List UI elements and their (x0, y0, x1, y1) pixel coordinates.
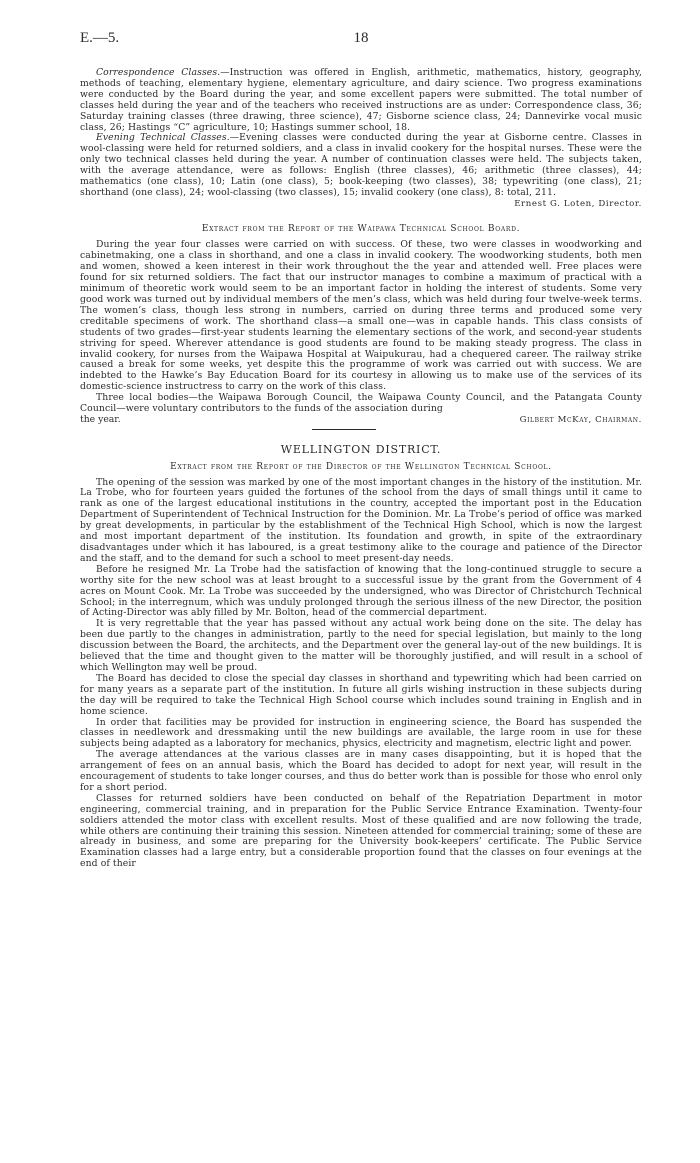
page-header (80, 30, 642, 68)
evening-classes-paragraph (80, 133, 642, 198)
waipawa-heading: Extract from the Report of the Waipawa Technical School Board. (201, 224, 521, 235)
evening-classes-text: —Evening classes were conducted during the year at Gisborne centre. Classes in wool-classing were held for returned soldiers, and a class in invalid cookery for the hospital nurses. These were the only two technical classes held during the year. A number of continuation classes were held. The subjects taken, with the average attendance, were as follows: English (three classes), 46; arithmetic (three classes), 44; mathematics (one class), 10; Latin (one class), 5; book-keeping (two classes), 38; typewriting (one class), 21; shorthand (one class), 24; wool-classing (two classes), 15; invalid cookery (one class), 8: total, 211. (80, 132, 642, 198)
wellington-heading: Extract from the Report of the Director of the Wellington Technical School. (170, 461, 552, 472)
waipawa-paragraph-2: Three local bodies—the Waipawa Borough Council, the Waipawa County Council, and the Patangata County Council—were voluntary contributors to the funds of the association during (80, 392, 642, 415)
section-code: E.—5. (80, 30, 120, 46)
district-heading: WELLINGTON DISTRICT. (280, 442, 442, 456)
correspondence-classes-paragraph (80, 68, 642, 133)
divider-row (80, 427, 642, 441)
page-number: 18 (353, 30, 369, 46)
wellington-paragraph-6: The average attendances at the various classes are in many cases disappointing, but it is hoped that the arrangement of fees on an annual basis, which the Board has decided to adopt for next year, will result in the encouragement of students to take longer courses, and thus do better work than is possible for those who enrol only for a short period. (80, 749, 642, 793)
wellington-paragraph-7: Classes for returned soldiers have been conducted on behalf of the Repatriation Department in motor engineering, commercial training, and in preparation for the Public Service Entrance Examination. Twenty-four soldiers attended the motor class with excellent results. Most of these qualified and are now following the trade, while others are continuing their training this session. Nineteen attended for commercial training; some of these are already in business, and some are preparing for the University book-keepers’ certificate. The Public Service Examination classes had a large entry, but a considerable proportion found that the classes on four evenings at the end of their (80, 792, 642, 870)
wellington-paragraph-4: The Board has decided to close the special day classes in shorthand and typewriting which had been carried on for many years as a separate part of the institution. In future all girls wishing instruction in these subjects during the day will be required to take the Technical High School course which includes sound training in English and in home science. (80, 672, 642, 717)
waipawa-paragraph-2-end: the year. (80, 413, 121, 425)
chairman-signature: Gilbert McKay, Chairman. (519, 414, 642, 425)
wellington-paragraph-2: Before he resigned Mr. La Trobe had the satisfaction of knowing that the long-continued struggle to secure a worthy site for the new school was at least brought to a successful issue by the grant from the Government of 4 acres on Mount Cook. Mr. La Trobe was succeeded by the undersigned, who was Director of Christchurch Technical School; in the interregnum, which was unduly prolonged through the serious illness of the new Director, the position of Acting-Director was ably filled by Mr. Bolton, head of the commercial department. (80, 563, 642, 619)
correspondence-classes-text: —Instruction was offered in English, arithmetic, mathematics, history, geography, methods of teaching, elementary hygiene, elementary agriculture, and dairy science. Two progress examinations were conducted by the Board during the year, and some excellent papers were submitted. The total number of classes held during the year and of the teachers who received instructions are as under: Correspondence class, 36; Saturday training classes (three drawing, three science), 47; Gisborne science class, 24; Dannevirke vocal music class, 26; Hastings “C” agriculture, 10; Hastings summer school, 18. (80, 67, 642, 133)
correspondence-classes-lead: Correspondence Classes. (96, 67, 221, 78)
waipawa-last-line (80, 415, 642, 427)
evening-classes-lead: Evening Technical Classes. (96, 132, 230, 144)
wellington-paragraph-5: In order that facilities may be provided for instruction in engineering science, the Board has suspended the classes in needlework and dressmaking until the new buildings are available, the large room in use for these subjects being adapted as a laboratory for mechanics, physics, electricity and magnetism, electric light and power. (80, 716, 642, 750)
wellington-paragraph-1: The opening of the session was marked by one of the most important changes in the history of the institution. Mr. La Trobe, who for fourteen years guided the fortunes of the school from the days of small things until it came to rank as one of the largest educational institutions in the country, accepted the important post in the Education Department of Superintendent of Technical Instruction for the Dominion. Mr. La Trobe’s period of office was marked by great developments, in particular by the establishment of the Technical High School, which is now the largest and most important department of the institution. Its foundation and growth, in spite of the extraordinary disadvantages under which it has laboured, is a great testimony alike to the courage and patience of the Director and the staff, and to the demand for such a school to meet present-day needs. (80, 476, 642, 564)
wellington-paragraph-3: It is very regrettable that the year has passed without any actual work being done on the site. The delay has been due partly to the changes in administration, partly to the need for special legislation, but mainly to the long discussion between the Board, the architects, and the Department over the general lay-out of the new buildings. It is believed that the time and thought given to the matter will be thoroughly justified, and will result in a school of which Wellington may well be proud. (80, 618, 642, 673)
section-divider (312, 429, 376, 430)
director-signature: Ernest G. Loten, Director. (514, 198, 642, 209)
waipawa-paragraph-1: During the year four classes were carried on with success. Of these, two were classes in woodworking and cabinetmaking, one a class in shorthand, and one a class in invalid cookery. The woodworking students, both men and women, showed a keen interest in their work throughout the the year and attended well. Free places were found for six returned soldiers. The fact that our instructor manages to combine a maximum of practical with a minimum of theoretic work would seem to be an important factor in holding the interest of students. Some very good work was turned out by individual members of the men’s class, which was held during four twelve-week terms. The women’s class, though less strong in numbers, carried on during three terms and produced some very creditable specimens of work. The shorthand class—a small one—was in capable hands. This class consists of students of two grades—first-year students learning the elementary sections of the work, and second-year students striving for speed. Wherever attendance is good students are found to be making steady progress. The class in invalid cookery, for nurses from the Waipawa Hospital at Waipukurau, had a chequered career. The railway strike caused a break for some weeks, yet despite this the programme of work was carried out with success. We are indebted to the Hawke’s Bay Education Board for its courtesy in allowing us to make use of the services of its domestic-science instructress to carry on the work of this class. (80, 239, 642, 393)
